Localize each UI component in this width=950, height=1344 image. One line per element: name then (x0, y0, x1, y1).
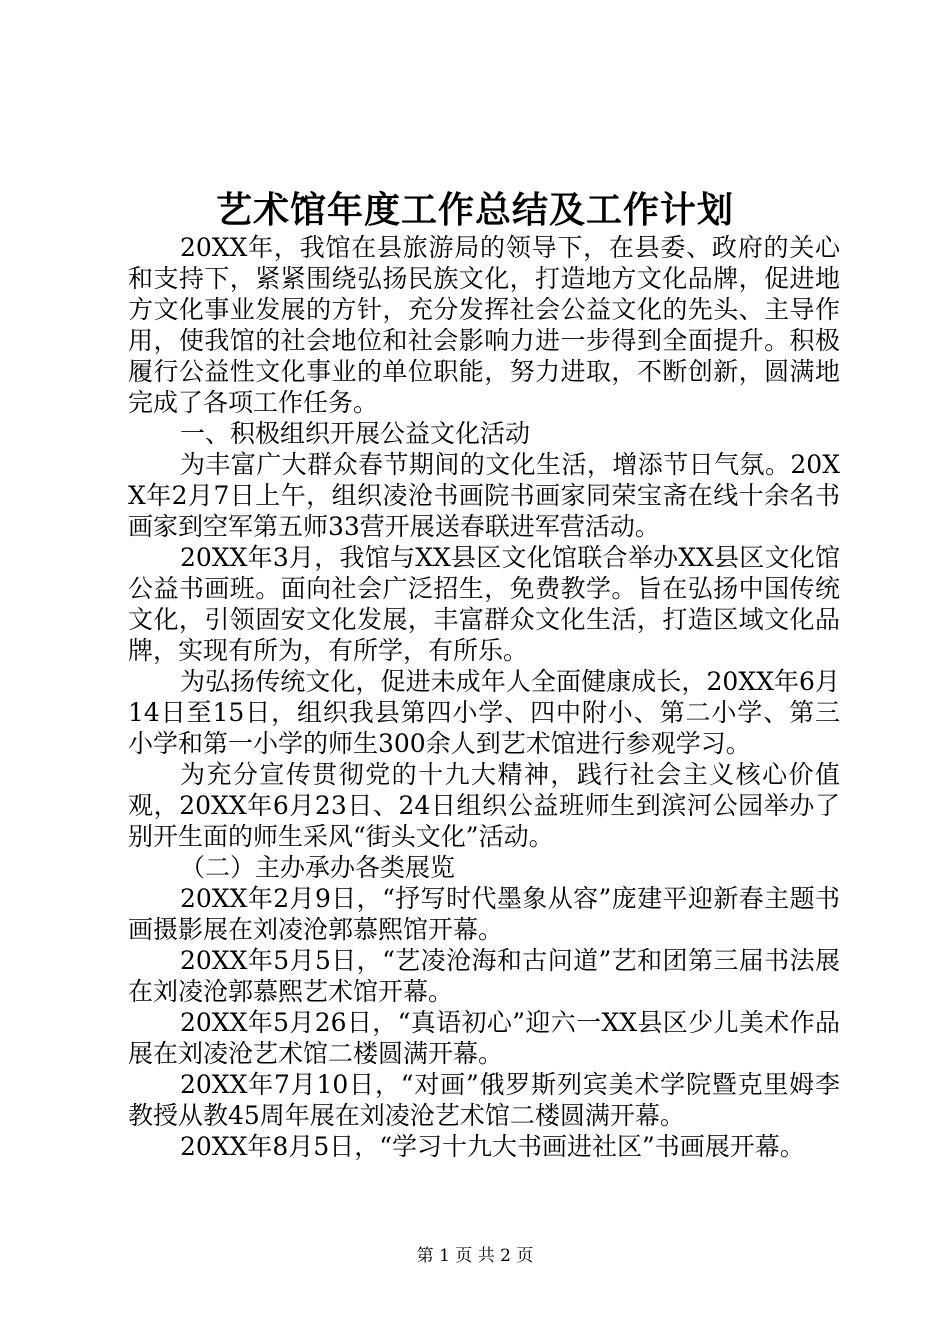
document-title: 艺术馆年度工作总结及工作计划 (215, 189, 734, 231)
body-paragraph: 20XX年7月10日，“对画”俄罗斯列宾美术学院暨克里姆李教授从教45周年展在刘凌沧艺术馆二楼圆满开幕。 (128, 1070, 840, 1130)
body-paragraph: 20XX年2月9日，“抒写时代墨象从容”庞建平迎新春主题书画摄影展在刘凌沧郭慕熙馆开幕。 (128, 884, 840, 944)
body-paragraph: 20XX年5月5日，“艺凌沧海和古问道”艺和团第三届书法展在刘凌沧郭慕熙艺术馆开幕。 (128, 946, 840, 1006)
page-number-footer: 第 1 页 共 2 页 (416, 1246, 534, 1266)
body-paragraph: 20XX年8月5日，“学习十九大书画进社区”书画展开幕。 (180, 1132, 805, 1161)
body-paragraph: 20XX年5月26日，“真语初心”迎六一XX县区少儿美术作品展在刘凌沧艺术馆二楼圆满开幕。 (128, 1008, 840, 1068)
body-paragraph: 为丰富广大群众春节期间的文化生活，增添节日气氛。20XX年2月7日上午，组织凌沧书画院书画家同荣宝斋在线十余名书画家到空军第五师33营开展送春联进军营活动。 (128, 450, 840, 541)
document-body (128, 232, 840, 1162)
section-heading-2: （二）主办承办各类展览 (180, 853, 456, 882)
section-heading-1: 一、积极组织开展公益文化活动 (180, 419, 531, 448)
body-paragraph: 为充分宣传贯彻党的十九大精神，践行社会主义核心价值观，20XX年6月23日、24日组织公益班师生到滨河公园举办了别开生面的师生采风“街头文化”活动。 (128, 760, 840, 851)
body-paragraph: 为弘扬传统文化，促进未成年人全面健康成长，20XX年6月14日至15日，组织我县第四小学、四中附小、第二小学、第三小学和第一小学的师生300余人到艺术馆进行参观学习。 (128, 667, 840, 758)
body-paragraph: 20XX年3月，我馆与XX县区文化馆联合举办XX县区文化馆公益书画班。面向社会广泛招生，免费教学。旨在弘扬中国传统文化，引领固安文化发展，丰富群众文化生活，打造区域文化品牌，实现有所为，有所学，有所乐。 (128, 543, 840, 665)
intro-paragraph: 20XX年，我馆在县旅游局的领导下，在县委、政府的关心和支持下，紧紧围绕弘扬民族文化，打造地方文化品牌，促进地方文化事业发展的方针，充分发挥社会公益文化的先头、主导作用，使我馆的社会地位和社会影响力进一步得到全面提升。积极履行公益性文化事业的单位职能，努力进取，不断创新，圆满地完成了各项工作任务。 (128, 233, 840, 417)
